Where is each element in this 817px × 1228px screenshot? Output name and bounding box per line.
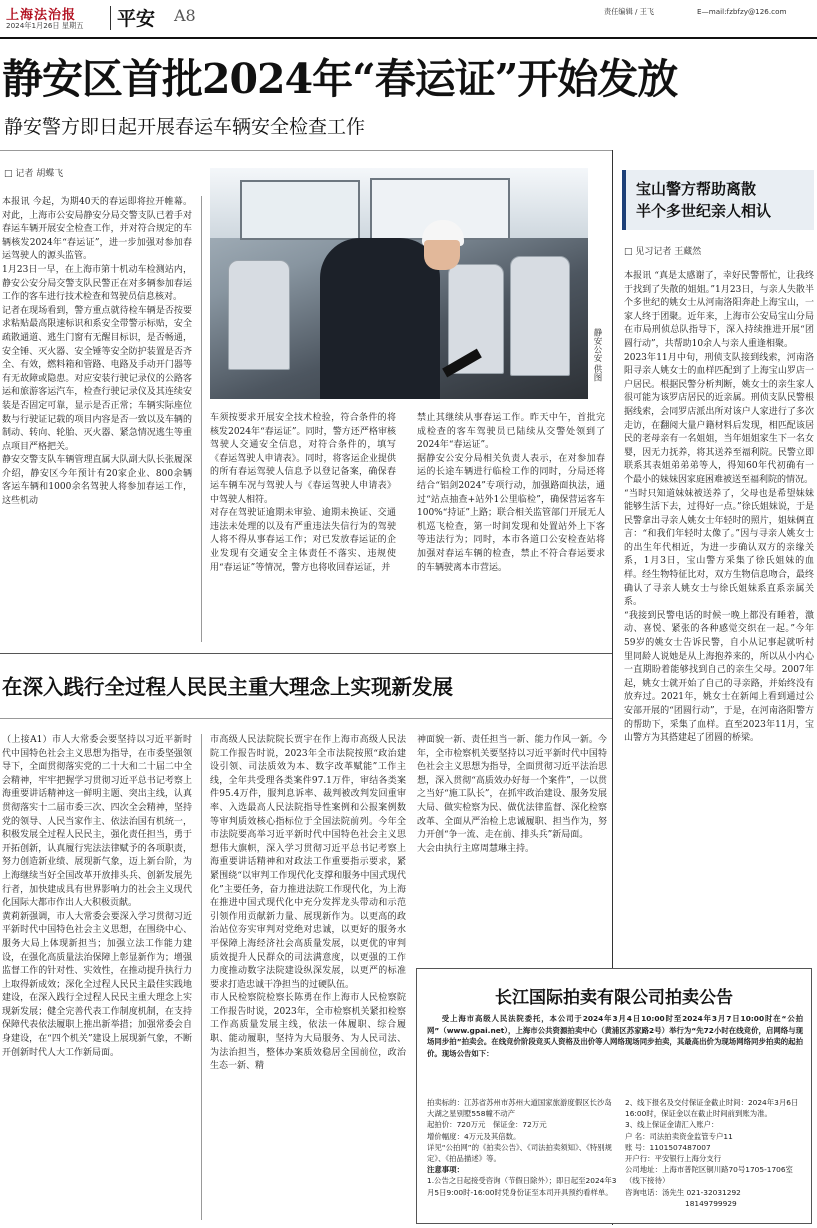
auction-line: 公司地址：上海市普陀区铜川路70号1705-1706室（线下接待） (625, 1165, 793, 1186)
side-byline: □ 见习记者 王藏然 (624, 247, 702, 257)
lead-headline: 静安区首批2024年“春运证”开始发放 (2, 55, 678, 103)
auction-line: 户 名：司法拍卖资金监管专户11 (625, 1131, 733, 1141)
auction-intro: 受上海市高级人民法院委托，本公司于2024年3月4日10:00时至2024年3月7日10:00时在“公拍网”（www.gpai.net），上海市公共资源拍卖中心（黄浦区苏家路2号）举行为“先72小时在线竞价，启网络与现场同步拍”拍卖会。在线竞价阶段竞买人资格及出价等人网络现场同步拍卖，其最高出价为现场网络同步拍卖的起拍价。现场公告如下： (427, 1014, 803, 1058)
auction-line: 拍卖标的：江苏省苏州市苏州大道国家旅游度假区长沙岛大湖之星别墅558幢不动产 (427, 1098, 612, 1119)
auction-line: 开户行：平安银行上海分支行 (625, 1154, 722, 1164)
auction-line: 2、线下报名及交付保证金截止时间：2024年3月6日16:00时，保证金以在截止时间前到账为准。 (625, 1098, 799, 1119)
logo: 上海法治报 (6, 8, 77, 23)
auction-line: 1.公告之日起接受咨询（节假日除外）；即日起至2024年3月5日9:00时-16:00时凭身份证至本司开具预约看样单。 (427, 1176, 617, 1197)
lead-column-3: 禁止其继续从事春运工作。昨天中午，首批完成检查的客车驾驶员已陆续从交警处领到了2024年“春运证”。 据静安公安分局相关负责人表示，在对参加春运的长途车辆进行临检工作的同时，分局还将结合“铝剑2024”专项行动，加强路面执法，通过“站点抽查+站外1公里临检”，确保营运客车100%“持证”上路；联合相关监管部门开展无人机巡飞检查，第一时间发现和处置站外上下客等违法行为；同时，本市各道口公安检查站将加强对春运车辆的检查，禁止不符合春运要求的车辆驶离本市营运。 (417, 413, 605, 573)
editor-credit: 责任编辑 / 王飞 (604, 7, 655, 16)
lead-rule (0, 150, 612, 151)
auction-line: 3、线上保证金请汇入账户： (625, 1120, 719, 1130)
col-divider (201, 196, 202, 642)
auction-line: 咨询电话：汤先生 021-32031292 (625, 1187, 741, 1197)
auction-title: 长江国际拍卖有限公司拍卖公告 (495, 988, 733, 1008)
lead-byline: □ 记者 胡蝶飞 (4, 169, 64, 179)
second-story-rule (0, 718, 612, 719)
side-headline-line-2: 半个多世纪亲人相认 (636, 202, 772, 220)
issue-date: 2024年1月26日 星期五 (6, 21, 84, 30)
photo-credit: 静安公安 供图 (592, 328, 602, 382)
auction-line: 注意事项： (427, 1165, 464, 1175)
masthead (0, 0, 817, 36)
second-headline: 在深入践行全过程人民民主重大理念上实现新发展 (2, 675, 453, 699)
auction-line: 起拍价：720万元 保证金：72万元 (427, 1120, 547, 1130)
lead-subhead: 静安警方即日起开展春运车辆安全检查工作 (4, 116, 366, 138)
auction-left-details (427, 1097, 617, 1198)
second-column-2: 市高级人民法院院长贾宇在作上海市高级人民法院工作报告时说，2023年全市法院按照“政治建设引领、司法质效为本、数字改革赋能”工作主线，全年共受理各类案件97.1万件，审结各类案件95.4万件，服判息诉率、裁判被改判发回重审率、入选最高人民法院指导性案例和公报案例数等审判质效核心指标位于全国法院前列。今年全市法院要高举习近平新时代中国特色社会主义思想伟大旗帜，深入学习贯彻习近平总书记考察上海重要讲话精神和对政法工作重要指示要求，紧紧围绕“以审判工作现代化支撑和服务中国式现代化”主要任务，奋力推进法院工作现代化，为上海在推进中国式现代化中充分发挥龙头带动和示范引领作用贡献新力量、展现新作为。以更高的政治站位夯实审判对党绝对忠诚，以更好的服务水平保障上海经济社会高质量发展，以更优的审判质效提升人民群众的司法满意度，以更强的工作力度推动数字法院建设纵深发展，以更严的标准要求打造忠诚干净担当的过硬队伍。 市人民检察院检察长陈勇在作上海市人民检察院工作报告时说，2023年，全市检察机关紧扣检察工作高质量发展主线，依法一体履职、综合履职、能动履职，坚持为大局服务、为人民司法、为法治担当，整体办案质效稳居全国前位，政治生态一新、精 (210, 735, 406, 1072)
auction-line: 详见“公拍网”的《拍卖公告》、《司法拍卖须知》、《特别规定》、《拍品描述》等。 (427, 1142, 613, 1164)
side-body: 本报讯 “真是太感谢了，幸好民警帮忙，让我终于找到了失散的姐姐。”1月23日，与亲人失散半个多世纪的姚女士从河南洛阳奔赴上海宝山，一家人终于团聚。近年来，上海市公安局宝山分局在市局刑侦总队指导下，深入持续推进开展“团圆行动”，共帮助10余人与亲人重逢相聚。 2023年11月中旬，刑侦支队接到线索，河南洛阳寻亲人姚女士的血样匹配到了上海宝山罗店一户居民。根据民警分析判断，姚女士的亲生家人很可能为该罗店居民的近亲属。刑侦支队民警根据线索，会同罗店派出所对该户人家进行了多次走访，在翻阅大量户籍材料后发现，相匹配该居民的老母亲有一名姐姐，当年姐姐家生下一名女婴，因无力抚养，将其送养至福利院。民警立即联系其表姐弟弟弟等人，得知60年代初确有一个最小的妹妹因家庭困难被送至福利院的情况。 “当时只知道妹妹被送养了，父母也是希望妹妹能够生活下去，过得好一点。”徐氏姐妹说，于是民警拿出寻亲人姚女士年轻时的照片，姐妹俩直言：“和我们年轻时太像了。”因与寻亲人姚女士的出生年代相近，为进一步确认双方的亲缘关系，1月3日，宝山警方采集了徐氏姐妹的血样。经生物特征比对，双方生物信息吻合，最终确认了寻亲人姚女士与徐氏姐妹系直系亲属关系。 “我接到民警电话的时候一晚上都没有睡着，激动、喜悦、紧张的各种感觉交织在一起。”今年59岁的姚女士告诉民警，自小从记事起就听村里同龄人说她是从上海抱养来的，所以从小内心一直期盼着能够找到自己的亲生父母。2007年起，姚女士就开始了自己的寻亲路，并始终没有放弃过。2021年，姚女士在新闻上看到通过公安部开展的“团圆行动”，于是，在河南洛阳警方的帮助下，采集了血样。直至2023年11月，宝山警方为其搭建起了团圆的桥梁。 (624, 271, 814, 744)
editor-email: E—mail:fzbfzy@126.com (697, 7, 787, 16)
auction-notice-frame (416, 968, 812, 1224)
section-divider (110, 6, 111, 30)
second-story-top-rule (0, 653, 612, 654)
side-headline-line-1: 宝山警方帮助离散 (636, 180, 757, 198)
section-name: 平安 (117, 8, 156, 30)
side-headline-box (622, 170, 814, 230)
auction-right-details (625, 1097, 805, 1209)
lead-column-1: 本报讯 今起，为期40天的春运即将拉开帷幕。对此，上海市公安局静安分局交警支队已着手对春运车辆开展安全检查工作，并对符合规定的车辆核发2024年“春运证”，进一步加强对参加春运驾驶人的源头监管。 1月23日一早，在上海市第十机动车检测站内，静安公安分局交警支队民警正在对多辆参加春运工作的客车进行技术检查和驾驶员信息核对。 记者在现场看到，警方重点就待检车辆是否按要求粘贴最高限速标识和系安全带警示标贴，安全疏散通道、逃生门窗有无醒目标识，是否畅通，安全锤、灭火器、安全锤等安全防护装置是否齐全、有效，燃料箱和管路、电路及手动开门器等有无故障或隐患。对应安装行驶记录仪的公路客运和旅游客运汽车，检查行驶记录仪及其连续安装是否固定可靠，显示是否正常；车辆实际座位数与行驶证记载的项目内容是否一致以及车辆的制动、转向、轮胎、灭火器、紧急情况逃生等重点项目严格把关。 静安交警支队车辆管理直属大队副大队长张履深介绍，静安区今年预计有20家企业、800余辆客运车辆和1000余名驾驶人将参加春运工作，这些机动 (2, 197, 192, 507)
lead-photo (210, 168, 588, 399)
auction-line: 增价幅度：4万元及其倍数。 (427, 1131, 521, 1141)
lead-column-2: 车须按要求开展安全技术检验，符合条件的将核发2024年“春运证”。同时，警方还严格审核驾驶人交通安全信息，对符合条件的，填写《春运驾驶人申请表》。同时，将客运企业提供的所有春运驾驶人信息予以登记备案，确保春运车辆车况与驾驶人与《春运驾驶人申请表》中驾驶人相符。 对存在驾驶证逾期未审验、逾期未换证、交通违法未处理的以及有严重违法失信行为的驾驶人将不得从事春运工作；对已发放春运证的企业发现有交通安全主体责任不落实、违规使用“春运证”等情况，警方也将收回春运证，并 (210, 413, 396, 573)
page-number: A8 (174, 6, 196, 25)
second-column-1: （上接A1）市人大常委会要坚持以习近平新时代中国特色社会主义思想为指导，在市委坚强领导下，全面贯彻落实党的二十大和二十届二中全会精神，牢牢把握学习贯彻习近平总书记考察上海重要讲话精神这一鲜明主题、突出主线，认真贯彻落实十二届市委三次、四次全会精神，坚持党的领导、人民当家作主、依法治国有机统一，积极发展全过程人民民主，强化责任担当，勇于开拓创新，认真履行宪法法律赋予的各项职责，努力创造新业绩、展现新气象，迈上新台阶，为上海继续当好全国改革开放排头兵、创新发展先行者，加快建成具有世界影响力的社会主义现代化国际大都市作出人大积极贡献。 黄莉新强调，市人大常委会要深入学习贯彻习近平新时代中国特色社会主义思想，在围绕中心、服务大局上体现新担当；加强立法工作能力建设，在强化高质量法治保障上彰显新作为；增强监督工作的针对性、实效性，在推动提升执行力上取得新成效；深化全过程人民民主最佳实践地建设，在深入践行全过程人民民主重大理念上实现新发展；健全完善代表工作制度机制，在支持保障代表依法履职上推出新举措；加强常委会自身建设，在“四个机关”建设上展现新气象，不断开创新时代人大工作新局面。 (2, 735, 192, 1058)
col-divider (201, 734, 202, 1220)
auction-line: 账 号：1101507487007 (625, 1142, 711, 1152)
second-column-3: 神面貌一新、责任担当一新、能力作风一新。今年，全市检察机关要坚持以习近平新时代中国特色社会主义思想为指导，全面贯彻习近平法治思想，深入贯彻“高质效办好每一个案件”，一以贯之当好“施工队长”，在抓牢政治建设、服务发展大局、做实检察为民、做优法律监督、深化检察改革、全面从严治检上忠诚履职、担当作为，努力开创“争一流、走在前、排头兵”新局面。 大会由执行主席周慧琳主持。 (417, 735, 607, 854)
masthead-rule (0, 37, 817, 39)
auction-line: 18149799929 (685, 1198, 737, 1208)
